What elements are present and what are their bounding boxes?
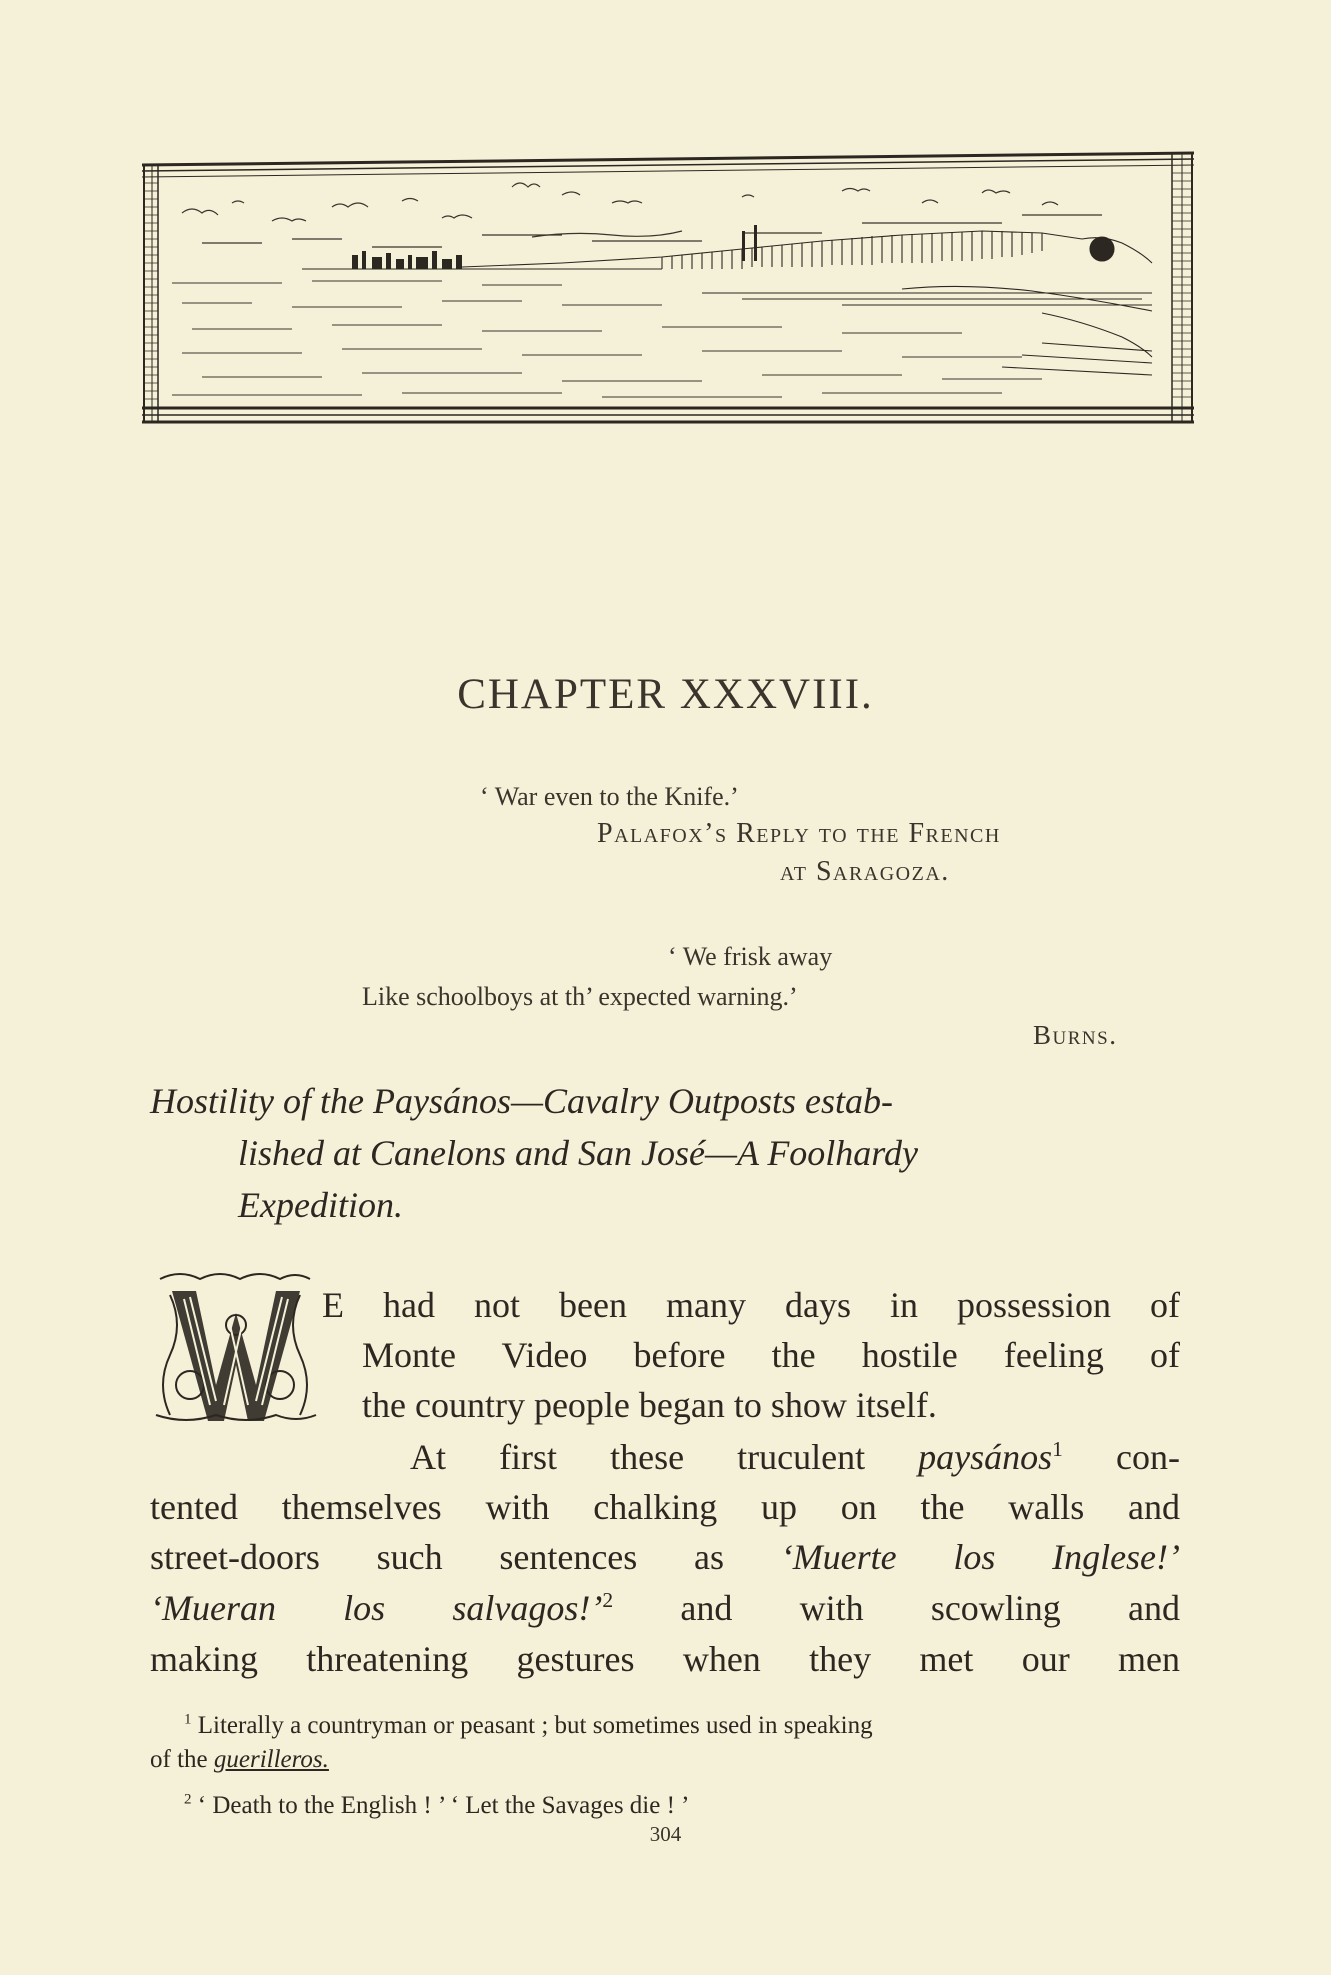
page-number: 304	[649, 1822, 682, 1846]
body-line-6-a: street-doors such sentences as	[150, 1537, 781, 1577]
synopsis-line-2: lished at Canelons and San José—A Foolhardy	[238, 1133, 918, 1173]
body-line-7	[150, 1583, 1180, 1633]
footnote-1-marker: 1	[184, 1711, 192, 1728]
body-line-3: the country people began to show itself.	[362, 1385, 937, 1425]
body-quote-mueran: ‘Mueran los salvagos!’	[150, 1588, 603, 1628]
body-line-5: tented themselves with chalking up on the walls and	[150, 1487, 1180, 1527]
chapter-synopsis	[150, 1075, 1190, 1231]
body-line-4-a: At first these truculent	[410, 1437, 919, 1477]
footnote-1-line-1	[184, 1712, 873, 1740]
epigraph-1-attribution-line2: at Saragoza.	[780, 856, 950, 887]
headpiece-illustration	[142, 143, 1194, 425]
body-line-4	[410, 1432, 1180, 1482]
footnote-ref-2: 2	[602, 1588, 614, 1612]
chapter-title: CHAPTER XXXVIII.	[457, 671, 874, 718]
body-line-1: E had not been many days in possession of	[322, 1285, 1180, 1325]
footnote-2-text: ‘ Death to the English ! ’ ‘ Let the Savages die ! ’	[197, 1792, 690, 1819]
epigraph-2-attribution: Burns.	[1033, 1020, 1118, 1050]
footnote-2-marker: 2	[184, 1791, 192, 1808]
body-quote-muerte: ‘Muerte los Inglese!’	[780, 1537, 1181, 1577]
epigraph-2-quote-line2: Like schoolboys at th’ expected warning.’	[362, 982, 798, 1011]
epigraph-2-quote-line1: ‘ We frisk away	[668, 942, 833, 971]
footnote-2	[184, 1792, 690, 1820]
body-line-7-b: and with scowling and	[613, 1588, 1181, 1628]
drop-cap-ornament	[150, 1265, 322, 1435]
footnote-1-text-cont: of the	[150, 1746, 214, 1773]
synopsis-line-3: Expedition.	[238, 1185, 403, 1225]
footnote-1-line-2	[150, 1746, 329, 1774]
epigraph-1-quote: ‘ War even to the Knife.’	[480, 782, 739, 811]
footnote-1-text: Literally a countryman or peasant ; but sometimes used in speaking	[197, 1712, 873, 1739]
synopsis-line-1: Hostility of the Paysános—Cavalry Outposts estab-	[150, 1081, 893, 1121]
body-line-8: making threatening gestures when they met our men	[150, 1639, 1180, 1679]
body-line-2: Monte Video before the hostile feeling of	[362, 1335, 1180, 1375]
body-line-4-c: con-	[1062, 1437, 1180, 1477]
body-line-6	[150, 1532, 1180, 1582]
footnote-1-term: guerilleros.	[213, 1746, 329, 1773]
body-term-paysanos: paysános	[918, 1437, 1053, 1477]
footnote-ref-1: 1	[1052, 1437, 1063, 1461]
epigraph-1-attribution-line1: Palafox’s Reply to the French	[597, 818, 1001, 849]
